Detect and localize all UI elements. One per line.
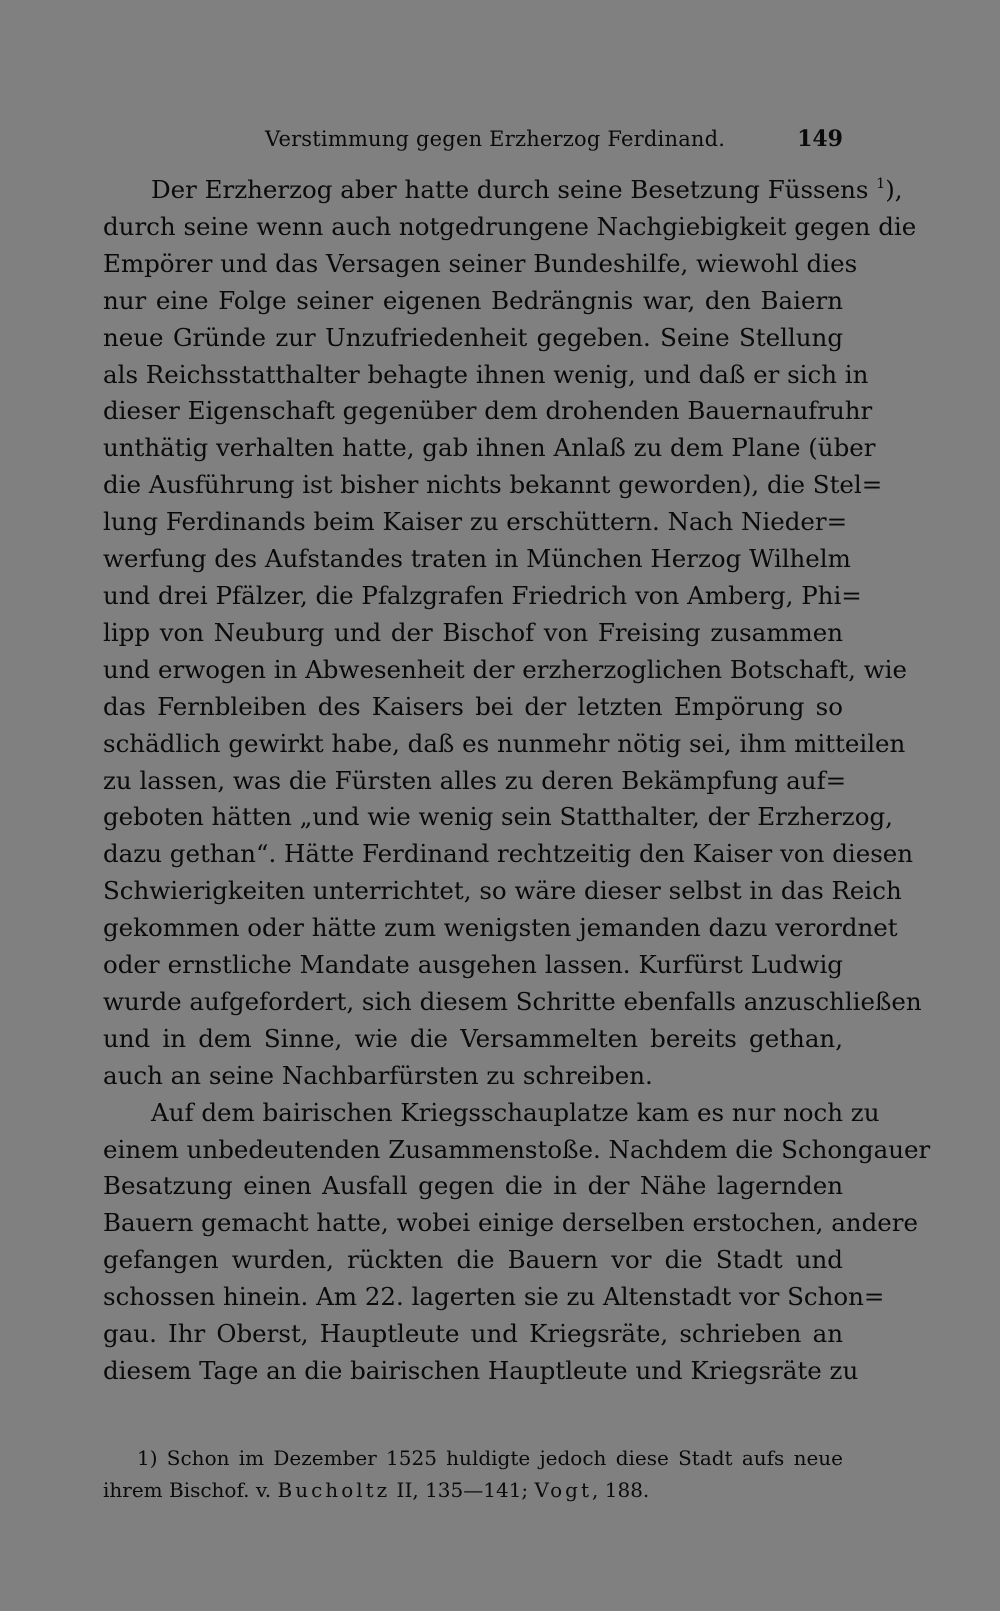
text-line: und erwogen in Abwesenheit der erzherzoglichen Botschaft, wie	[103, 654, 908, 684]
running-header	[103, 118, 843, 160]
text-line: durch seine wenn auch notgedrungene Nachgiebigkeit gegen die	[103, 211, 917, 241]
page-number: 149	[797, 126, 843, 152]
text-line: auch an seine Nachbarfürsten zu schreiben.	[103, 1060, 653, 1090]
book-page	[103, 118, 931, 1502]
author-name: Bucholtz	[277, 1478, 391, 1502]
footnote-ref: 1	[876, 176, 886, 192]
text-line: als Reichsstatthalter behagte ihnen wenig, und daß er sich in	[103, 359, 869, 389]
paragraph	[103, 172, 922, 1095]
text-line: einem unbedeutenden Zusammenstoße. Nachdem die Schongauer	[103, 1134, 931, 1164]
footnote-line: 1) Schon im Dezember 1525 huldigte jedoch diese Stadt aufs neue	[137, 1446, 843, 1470]
author-name: Vogt	[534, 1478, 593, 1502]
text-line: dieser Eigenschaft gegenüber dem drohenden Bauernaufruhr	[103, 396, 873, 426]
text-line: dazu gethan“. Hätte Ferdinand rechtzeitig den Kaiser von diesen	[103, 839, 914, 869]
text-line: lipp von Neuburg und der Bischof von Freising zusammen	[103, 617, 843, 647]
text-line: nur eine Folge seiner eigenen Bedrängnis war, den Baiern	[103, 285, 843, 315]
text-line: Schwierigkeiten unterrichtet, so wäre dieser selbst in das Reich	[103, 876, 902, 906]
text-line: geboten hätten „und wie wenig sein Statthalter, der Erzherzog,	[103, 802, 893, 832]
text-line: Empörer und das Versagen seiner Bundeshilfe, wiewohl dies	[103, 248, 858, 278]
text-line: zu lassen, was die Fürsten alles zu deren Bekämpfung auf=	[103, 765, 847, 795]
body-text	[103, 172, 931, 1390]
text-line: und in dem Sinne, wie die Versammelten bereits gethan,	[103, 1023, 843, 1053]
text-line: Auf dem bairischen Kriegsschauplatze kam es nur noch zu	[151, 1097, 880, 1127]
text-line: gefangen wurden, rückten die Bauern vor die Stadt und	[103, 1245, 843, 1275]
text-line: Besatzung einen Ausfall gegen die in der Nähe lagernden	[103, 1171, 843, 1201]
text-line: lung Ferdinands beim Kaiser zu erschüttern. Nach Nieder=	[103, 507, 848, 537]
text-line: das Fernbleiben des Kaisers bei der letzten Empörung so	[103, 691, 843, 721]
text-line: schädlich gewirkt habe, daß es nunmehr nötig sei, ihm mitteilen	[103, 728, 906, 758]
text-line: unthätig verhalten hatte, gab ihnen Anlaß zu dem Plane (über	[103, 433, 876, 463]
text-line: wurde aufgefordert, sich diesem Schritte ebenfalls anzuschließen	[103, 986, 922, 1016]
running-title: Verstimmung gegen Erzherzog Ferdinand.	[265, 127, 726, 151]
footnote	[103, 1442, 843, 1506]
text-line: schossen hinein. Am 22. lagerten sie zu Altenstadt vor Schon=	[103, 1282, 885, 1312]
text-line: diesem Tage an die bairischen Hauptleute und Kriegsräte zu	[103, 1356, 859, 1385]
text-line: neue Gründe zur Unzufriedenheit gegeben. Seine Stellung	[103, 322, 843, 352]
footnote-line: ihrem Bischof. v. Bucholtz II, 135—141; Vogt, 188.	[103, 1478, 650, 1502]
paragraph	[103, 1095, 931, 1390]
text-line: gau. Ihr Oberst, Hauptleute und Kriegsräte, schrieben an	[103, 1319, 843, 1349]
text-line: werfung des Aufstandes traten in München Herzog Wilhelm	[103, 544, 851, 574]
text-line: gekommen oder hätte zum wenigsten jemanden dazu verordnet	[103, 913, 898, 943]
text-line: Bauern gemacht hatte, wobei einige derselben erstochen, andere	[103, 1208, 918, 1238]
text-line: die Ausführung ist bisher nichts bekannt geworden), die Stel=	[103, 470, 883, 500]
text-line: oder ernstliche Mandate ausgehen lassen. Kurfürst Ludwig	[103, 950, 843, 980]
text-line: Der Erzherzog aber hatte durch seine Besetzung Füssens $^1$),	[151, 175, 903, 204]
text-line: und drei Pfälzer, die Pfalzgrafen Friedrich von Amberg, Phi=	[103, 580, 862, 610]
